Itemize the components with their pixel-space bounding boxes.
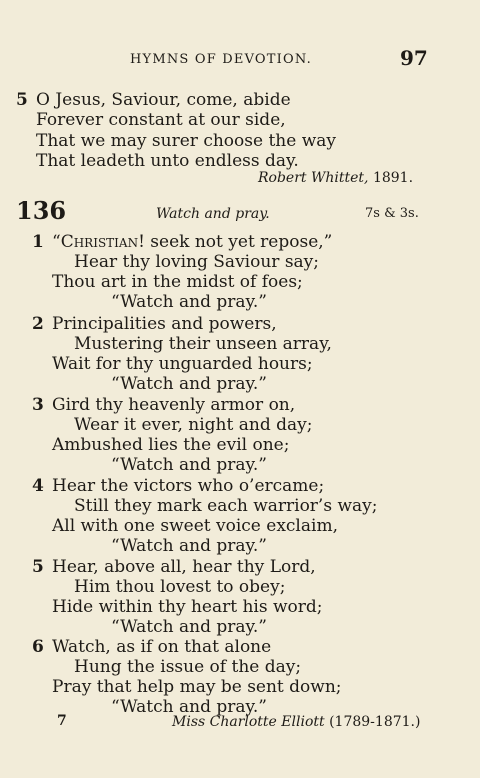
stanza-number: 3 [32, 395, 44, 415]
verse-line: That leadeth unto endless day. [36, 151, 299, 171]
running-title: HYMNS OF DEVOTION. [130, 52, 312, 67]
stanza-number: 1 [32, 232, 44, 252]
verse-line: Wear it ever, night and day; [74, 415, 313, 435]
verse-line: Thou art in the midst of foes; [52, 272, 303, 292]
verse-line: Ambushed lies the evil one; [52, 435, 290, 455]
verse-line: Hear the victors who o’ercame; [52, 476, 325, 496]
author-dates: (1789-1871.) [329, 714, 421, 730]
verse-line: All with one sweet voice exclaim, [52, 516, 338, 536]
signature-mark: 7 [57, 713, 67, 729]
author-attribution [172, 714, 420, 730]
author-name: Miss Charlotte Elliott [172, 714, 325, 730]
verse-line: Wait for thy unguarded hours; [52, 354, 313, 374]
verse-line: Mustering their unseen array, [74, 334, 332, 354]
hymn-title: Watch and pray. [156, 206, 270, 222]
verse-line: Watch, as if on that alone [52, 637, 272, 657]
first-word: “Christian! [52, 232, 145, 252]
verse-line: Pray that help may be sent down; [52, 677, 342, 697]
verse-line: O Jesus, Saviour, come, abide [36, 90, 291, 110]
verse-line [52, 232, 332, 252]
stanza-number: 4 [32, 476, 44, 496]
stanza-number: 5 [16, 90, 28, 110]
verse-line: Gird thy heavenly armor on, [52, 395, 296, 415]
author-name: Robert Whittet, [258, 170, 369, 186]
verse-line: Still they mark each warrior’s way; [74, 496, 378, 516]
refrain-line: “Watch and pray.” [111, 374, 267, 394]
page-number: 97 [400, 46, 428, 70]
refrain-line: “Watch and pray.” [111, 617, 267, 637]
author-attribution [258, 170, 413, 186]
verse-line: Hear, above all, hear thy Lord, [52, 557, 316, 577]
stanza-number: 5 [32, 557, 44, 577]
verse-line: Him thou lovest to obey; [74, 577, 286, 597]
first-rest: seek not yet repose,” [144, 232, 333, 252]
verse-line: Hide within thy heart his word; [52, 597, 323, 617]
stanza-number: 6 [32, 637, 44, 657]
verse-line: Forever constant at our side, [36, 110, 286, 130]
refrain-line: “Watch and pray.” [111, 697, 267, 717]
refrain-line: “Watch and pray.” [111, 455, 267, 475]
verse-line: Hear thy loving Saviour say; [74, 252, 320, 272]
stanza-number: 2 [32, 314, 44, 334]
hymn-meter: 7s & 3s. [365, 206, 419, 221]
verse-line: Principalities and powers, [52, 314, 277, 334]
refrain-line: “Watch and pray.” [111, 536, 267, 556]
refrain-line: “Watch and pray.” [111, 292, 267, 312]
page-header [0, 46, 480, 74]
hymn-number: 136 [16, 196, 67, 225]
author-year: 1891. [372, 170, 414, 186]
verse-line: That we may surer choose the way [36, 131, 336, 151]
verse-line: Hung the issue of the day; [74, 657, 302, 677]
